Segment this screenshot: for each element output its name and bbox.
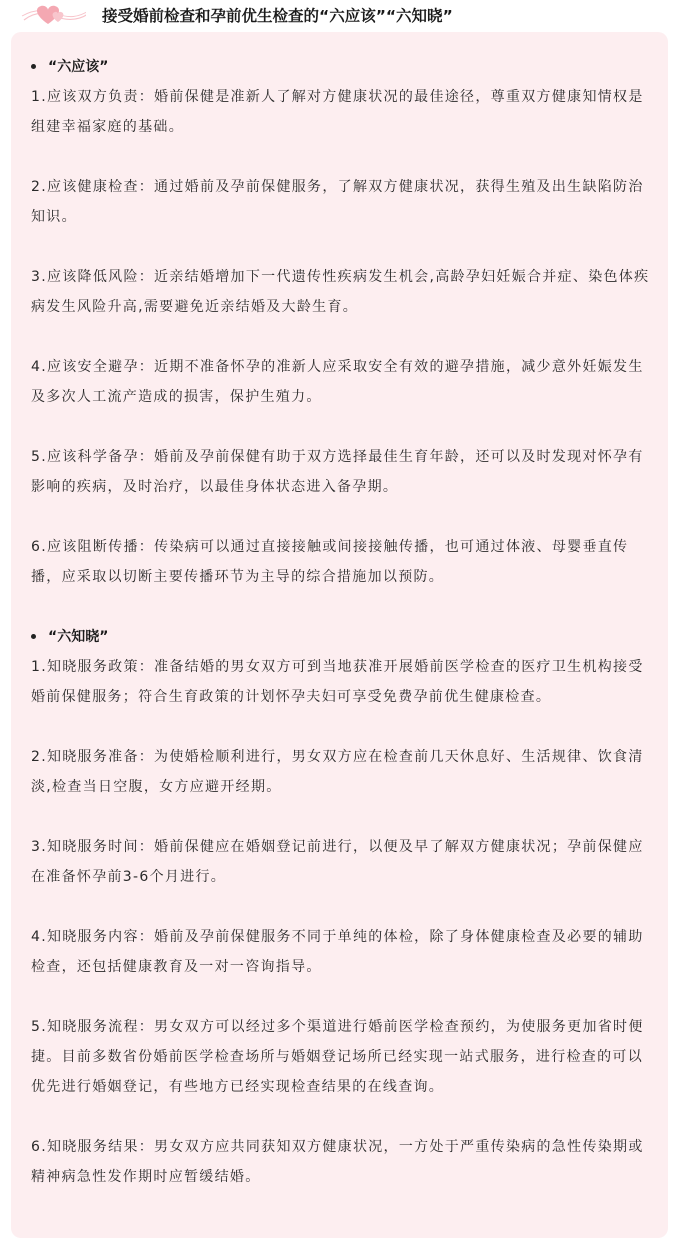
list-item: 1.知晓服务政策：准备结婚的男女双方可到当地获准开展婚前医学检查的医疗卫生机构接受婚前保健服务；符合生育政策的计划怀孕夫妇可享受免费孕前优生健康检查。 xyxy=(31,659,644,705)
article-header xyxy=(0,0,683,34)
list-item: 6.知晓服务结果：男女双方应共同获知双方健康状况，一方处于严重传染病的急性传染期或精神病急性发作期时应暂缓结婚。 xyxy=(31,1139,644,1185)
list-item: 2.应该健康检查：通过婚前及孕前保健服务，了解双方健康状况，获得生殖及出生缺陷防治知识。 xyxy=(31,179,644,225)
list-item: 2.知晓服务准备：为使婚检顺利进行，男女双方应在检查前几天休息好、生活规律、饮食清淡,检查当日空腹，女方应避开经期。 xyxy=(31,749,644,795)
list-item: 1.应该双方负责：婚前保健是准新人了解对方健康状况的最佳途径，尊重双方健康知情权是组建幸福家庭的基础。 xyxy=(31,89,644,135)
section-heading: “六知晓” xyxy=(31,622,650,652)
section-six-shoulds xyxy=(31,52,650,592)
section-heading: “六应该” xyxy=(31,52,650,82)
hearts-icon xyxy=(14,0,94,32)
page-title: 接受婚前检查和孕前优生检查的“六应该”“六知晓” xyxy=(86,0,471,32)
list-item: 4.知晓服务内容：婚前及孕前保健服务不同于单纯的体检，除了身体健康检查及必要的辅助检查，还包括健康教育及一对一咨询指导。 xyxy=(31,929,644,975)
list-item: 3.知晓服务时间：婚前保健应在婚姻登记前进行，以便及早了解双方健康状况；孕前保健应在准备怀孕前3-6个月进行。 xyxy=(31,839,644,885)
bullet-icon xyxy=(31,64,36,69)
list-item: 5.应该科学备孕：婚前及孕前保健有助于双方选择最佳生育年龄，还可以及时发现对怀孕有影响的疾病，及时治疗，以最佳身体状态进入备孕期。 xyxy=(31,449,644,495)
list-item: 5.知晓服务流程：男女双方可以经过多个渠道进行婚前医学检查预约，为使服务更加省时便捷。目前多数省份婚前医学检查场所与婚姻登记场所已经实现一站式服务，进行检查的可以优先进行婚姻登记，有些地方已经实现检查结果的在线查询。 xyxy=(31,1019,644,1095)
bullet-icon xyxy=(31,634,36,639)
list-item: 6.应该阻断传播：传染病可以通过直接接触或间接接触传播，也可通过体液、母婴垂直传播，应采取以切断主要传播环节为主导的综合措施加以预防。 xyxy=(31,539,629,585)
list-item: 4.应该安全避孕：近期不准备怀孕的准新人应采取安全有效的避孕措施，减少意外妊娠发生及多次人工流产造成的损害，保护生殖力。 xyxy=(31,359,644,405)
list-item: 3.应该降低风险：近亲结婚增加下一代遗传性疾病发生机会,高龄孕妇妊娠合并症、染色体疾病发生风险升高,需要避免近亲结婚及大龄生育。 xyxy=(31,269,650,315)
content-card xyxy=(11,32,668,1238)
section-six-knows xyxy=(31,622,650,1192)
